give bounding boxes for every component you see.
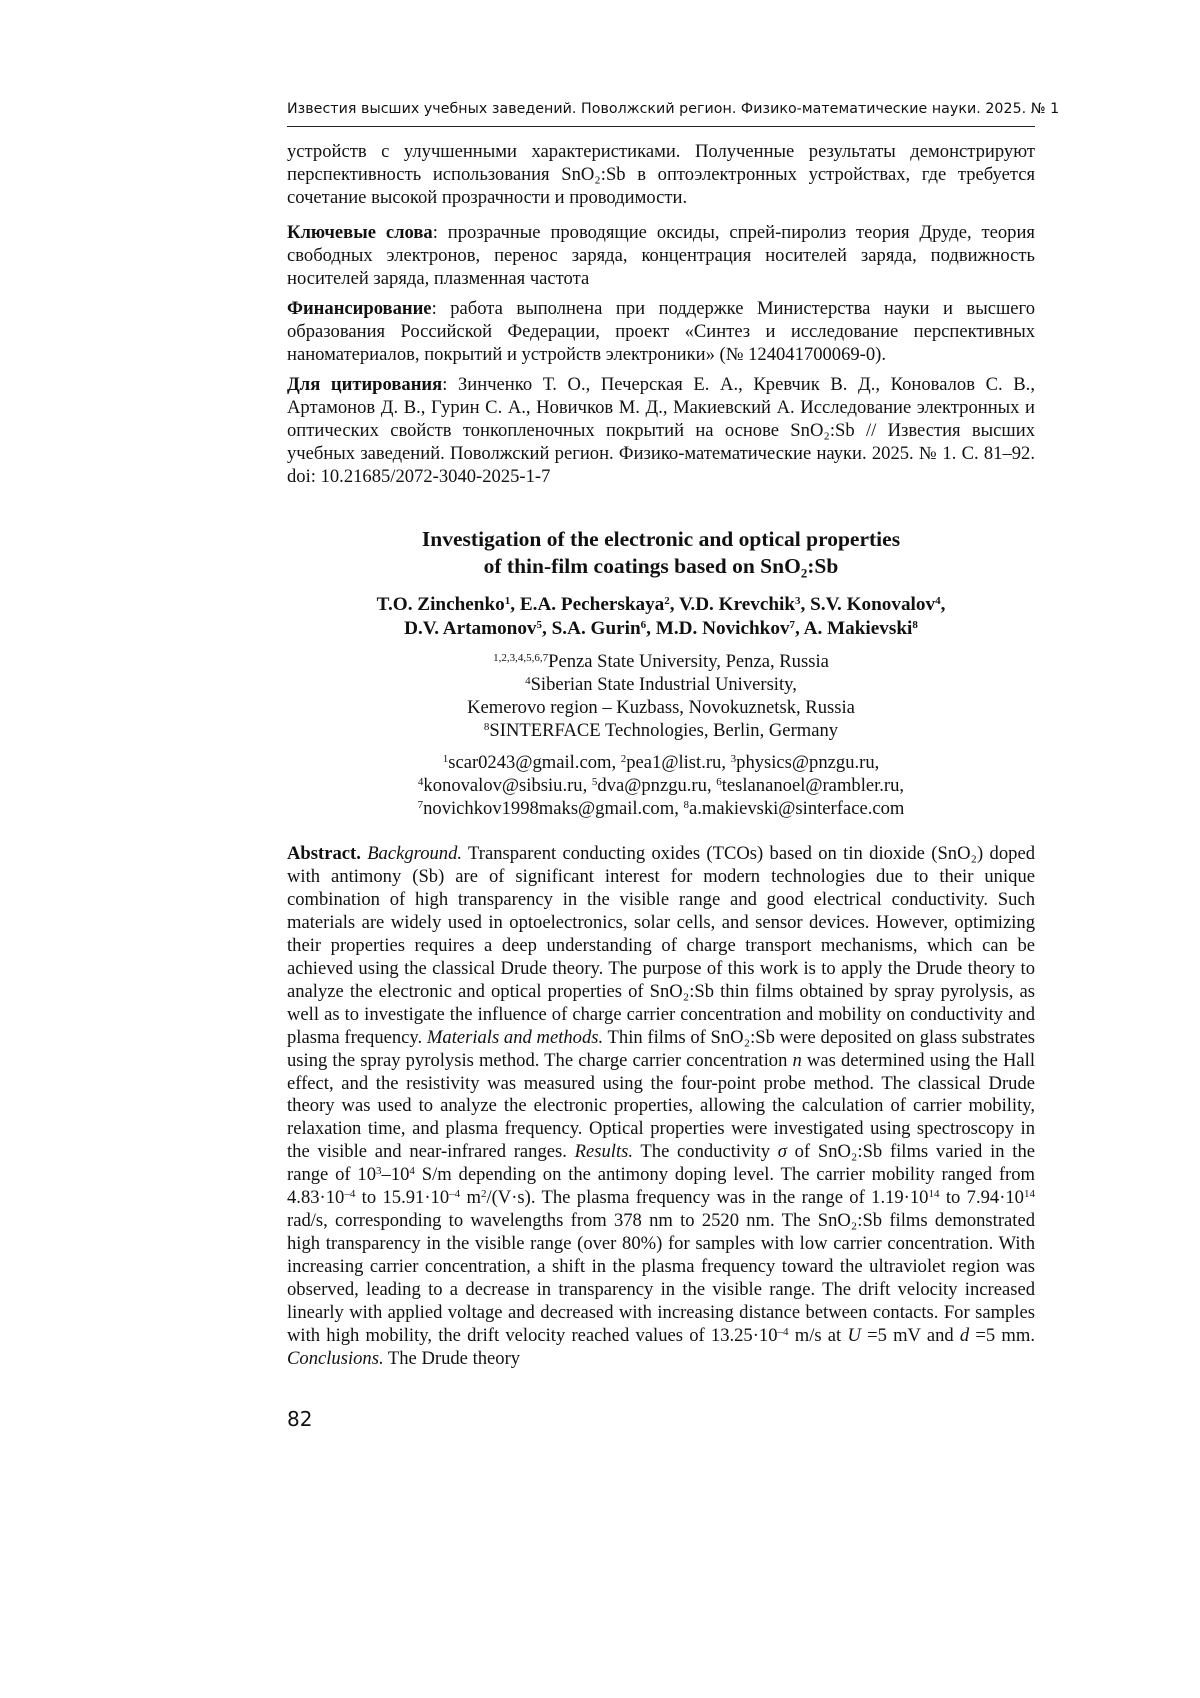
author-list: T.O. Zinchenko$^1$, E.A. Pecherskaya$^2$, V.D. Krevchik$^3$, S.V. Konovalov$^4$, D.V. Artamonov$^5$, S.A. Gurin$^6$, M.D. Novichkov$^7$, A. Makievski$^8$ <box>376 594 946 639</box>
author-sup: 6 <box>640 619 647 631</box>
email-link[interactable]: scar0243@gmail.com <box>448 752 612 773</box>
author-sup: 7 <box>789 619 796 631</box>
email-link[interactable]: konovalov@sibsiu.ru <box>423 775 583 796</box>
author-name: V.D. Krevchik <box>679 594 796 615</box>
email-link[interactable]: physics@pnzgu.ru <box>736 752 875 773</box>
citation-paragraph <box>287 373 1035 488</box>
author-sup: 3 <box>795 595 801 607</box>
author-name: T.O. Zinchenko <box>376 594 505 615</box>
email-link[interactable]: teslananoel@rambler.ru <box>721 775 900 796</box>
intro-text: устройств с улучшенными характеристиками. Полученные результаты демонстрируют перспективность использования SnO₂:Sb в оптоэлектронных устройствах, где требуется сочетание высокой прозрачности и проводимости. <box>287 141 1035 208</box>
email-link[interactable]: dva@pnzgu.ru <box>597 775 707 796</box>
author-sup: 1 <box>504 595 511 607</box>
background-label: Background. <box>367 843 463 864</box>
affiliations <box>287 650 1035 742</box>
results-label: Results. <box>574 1141 634 1163</box>
abstract-paragraph: Abstract. Background. Transparent conducting oxides (TCOs) based on tin dioxide (SnO₂) doped with antimony (Sb) are of significant interest for modern technologies due to their unique combination of high transparency in the visible range and good electrical conductivity. Such materials are widely used in optoelectronics, solar cells, and sensor devices. However, optimizing their properties requires a deep understanding of charge transport mechanisms, which can be achieved using the classical Drude theory. The purpose of this work is to apply the Drude theory to analyze the electronic and optical properties of SnO₂:Sb thin films obtained by spray pyrolysis, as well as to investigate the influence of charge carrier concentration and mobility on conductivity and plasma frequency. Materials and methods. Thin films of SnO₂:Sb were deposited on glass substrates using the spray pyrolysis method. The charge carrier concentration n was determined using the Hall effect, and the resistivity was measured using the four-point probe method. The classical Drude theory was used to analyze the electronic properties, allowing the calculation of carrier mobility, relaxation time, and plasma frequency. Optical properties were investigated using spectroscopy in the visible and near-infrared ranges. Results. The conductivity σ of SnO₂:Sb films varied in the range of $10^3-10^4$ S/m depending on the antimony doping level. The carrier mobility ranged from $4.83\cdot 10^{-4}$ to $15.91\cdot 10^{-4}$ $m^2/(V\cdot s)$. The plasma frequency was in the range of $1.19\cdot 10^{14}$ to $7.94\cdot 10^{14}$ rad/s, corresponding to wavelengths from 378 nm to 2520 nm. The SnO₂:Sb films demonstrated high transparency in the visible range (over 80%) for samples with low carrier concentration. With increasing carrier concentration, a shift in the plasma frequency toward the ultraviolet region was observed, leading to a decrease in transparency in the visible range. The drift velocity increased linearly with applied voltage and decreased with increasing distance between contacts. For samples with high mobility, the drift velocity reached values of $13.25\cdot 10^{-4}$ m/s at U =5 mV and d =5 mm. Conclusions. The Drude theory <box>287 843 1036 1369</box>
author-sup: 2 <box>664 595 670 607</box>
affiliation-line: Kemerovo region – Kuzbass, Novokuznetsk, Russia <box>467 697 855 718</box>
author-sup: 5 <box>536 619 543 631</box>
author-name: S.A. Gurin <box>551 618 641 639</box>
funding-paragraph <box>287 297 1035 366</box>
header-rule <box>287 126 1035 127</box>
article-title <box>287 526 1035 580</box>
keywords-paragraph <box>287 221 1035 290</box>
funding-text: : работа выполнена при поддержке Министерства науки и высшего образования Российской Федерации, проект «Синтез и исследование перспективных наноматериалов, покрытий и устройств электроники» (№ 124041700069-0). <box>287 298 1035 365</box>
running-header: Известия высших учебных заведений. Поволжский регион. Физико-математические науки. 2025. № 1 <box>287 101 1060 117</box>
title-line-1: Investigation of the electronic and optical properties <box>421 527 901 551</box>
page-number: 82 <box>287 1407 313 1431</box>
email-link[interactable]: pea1@list.ru <box>626 752 722 773</box>
title-line-2: of thin-film coatings based on SnO₂:Sb <box>483 554 839 578</box>
author-name: M.D. Novichkov <box>655 618 790 639</box>
affiliation-line: $^8$SINTERFACE Technologies, Berlin, Germany <box>483 720 839 741</box>
keywords-label: Ключевые слова <box>287 222 433 243</box>
conclusions-label: Conclusions. <box>287 1347 384 1369</box>
methods-label: Materials and methods. <box>426 1026 604 1048</box>
author-name: E.A. Pecherskaya <box>519 594 665 615</box>
author-name: S.V. Konovalov <box>810 594 936 615</box>
author-name: A. Makievski <box>803 618 913 639</box>
email-link[interactable]: a.makievski@sinterface.com <box>688 798 905 819</box>
keywords-text: : прозрачные проводящие оксиды, спрей-пиролиз теория Друде, теория свободных электронов, перенос заряда, концентрация носителей заряда, подвижность носителей заряда, плазменная частота <box>287 222 1035 289</box>
author-sup: 4 <box>935 595 941 607</box>
author-emails: $^1$scar0243@gmail.com, $^2$pea1@list.ru, $^3$physics@pnzgu.ru, $^4$konovalov@sibsiu.ru, $^5$dva@pnzgu.ru, $^6$teslananoel@rambler.ru, $^7$novichkov1998maks@gmail.com, $^8$a.makievski@sinterface.com <box>417 752 905 819</box>
affiliation-line: $^4$Siberian State Industrial University, <box>525 674 797 695</box>
intro-paragraph <box>287 140 1035 209</box>
author-name: D.V. Artamonov <box>404 618 537 639</box>
funding-label: Финансирование <box>287 298 432 319</box>
email-link[interactable]: novichkov1998maks@gmail.com <box>423 798 675 819</box>
affiliation-line: $^{1,2,3,4,5,6,7}$Penza State University, Penza, Russia <box>493 651 829 672</box>
citation-text: : Зинченко Т. О., Печерская Е. А., Кревчик В. Д., Коновалов С. В., Артамонов Д. В., Гурин С. А., Новичков М. Д., Макиевский А. Исследование электронных и оптических свойств тонкопленочных покрытий на основе SnO₂:Sb // Известия высших учебных заведений. Поволжский регион. Физико-математические науки. 2025. № 1. С. 81–92. doi: 10.21685/2072-3040-2025-1-7 <box>287 374 1035 487</box>
author-sup: 8 <box>912 619 918 631</box>
citation-label: Для цитирования <box>287 374 443 395</box>
abstract-label: Abstract. <box>287 843 361 864</box>
